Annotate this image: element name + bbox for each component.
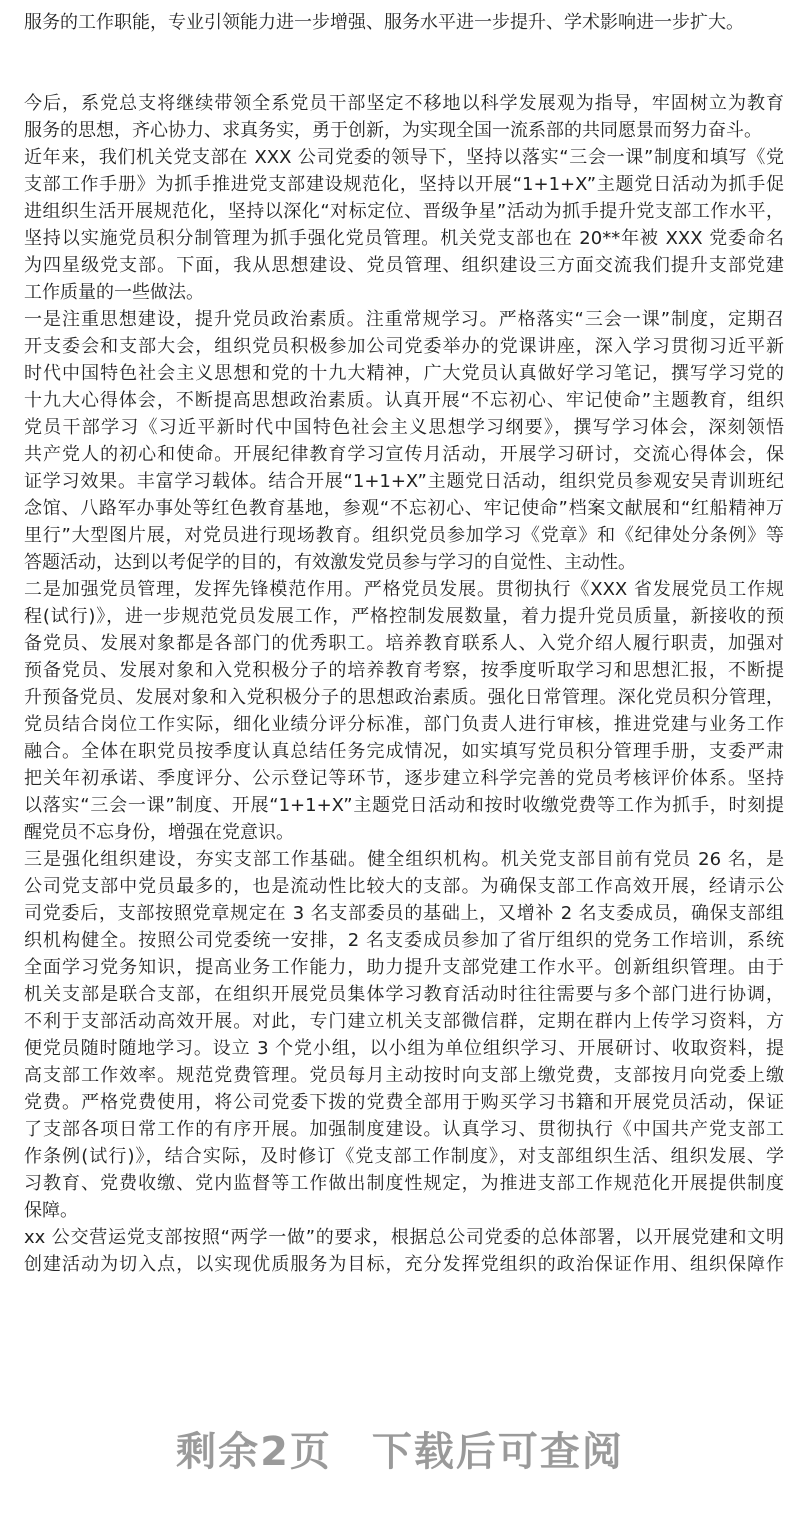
text-line: 备党员、发展对象都是各部门的优秀职工。培养教育联系人、入党介绍人履行职责，加强对	[24, 633, 784, 654]
text-line: 里行”大型图片展，对党员进行现场教育。组织党员参加学习《党章》和《纪律处分条例》等	[24, 525, 784, 546]
text-line: 公司党支部中党员最多的，也是流动性比较大的支部。为确保支部工作高效开展，经请示公	[24, 876, 784, 897]
paragraph-gap	[24, 36, 784, 90]
text-line: 二是加强党员管理，发挥先锋模范作用。严格党员发展。贯彻执行《XXX 省发展党员工作规	[24, 579, 784, 600]
text-line: 不利于支部活动高效开展。对此，专门建立机关支部微信群，定期在群内上传学习资料，方	[24, 1011, 784, 1032]
text-line: 机关支部是联合支部，在组织开展党员集体学习教育活动时往往需要与多个部门进行协调，	[24, 984, 784, 1005]
text-line: 为四星级党支部。下面，我从思想建设、党员管理、组织建设三方面交流我们提升支部党建	[24, 255, 784, 276]
text-line: 全面学习党务知识，提高业务工作能力，助力提升支部党建工作水平。创新组织管理。由于	[24, 957, 784, 978]
text-line: 司党委后，支部按照党章规定在 3 名支部委员的基础上，又增补 2 名支委成员，确保支部组	[24, 903, 784, 924]
text-line: 近年来，我们机关党支部在 XXX 公司党委的领导下，坚持以落实“三会一课”制度和填写《党	[24, 147, 784, 168]
text-line: 进组织生活开展规范化，坚持以深化“对标定位、晋级争星”活动为抓手提升党支部工作水平，	[24, 201, 784, 222]
text-line: 开支委会和支部大会，组织党员积极参加公司党委举办的党课讲座，深入学习贯彻习近平新	[24, 336, 784, 357]
text-line: 高支部工作效率。规范党费管理。党员每月主动按时向支部上缴党费，支部按月向党委上缴	[24, 1065, 784, 1086]
text-line: 今后，系党总支将继续带领全系党员干部坚定不移地以科学发展观为指导，牢固树立为教育	[24, 93, 784, 114]
text-line: 融合。全体在职党员按季度认真总结任务完成情况，如实填写党员积分管理手册，支委严肃	[24, 741, 784, 762]
text-line: 升预备党员、发展对象和入党积极分子的思想政治素质。强化日常管理。深化党员积分管理，	[24, 687, 784, 708]
text-line: 作条例(试行)》，结合实际，及时修订《党支部工作制度》，对支部组织生活、组织发展、学	[24, 1146, 784, 1167]
text-line: 党员结合岗位工作实际，细化业绩分评分标准，部门负责人进行审核，推进党建与业务工作	[24, 714, 784, 735]
text-line: 习教育、党费收缴、党内监督等工作做出制度性规定，为推进支部工作规范化开展提供制度	[24, 1173, 784, 1194]
text-line: 三是强化组织建设，夯实支部工作基础。健全组织机构。机关党支部目前有党员 26 名，是	[24, 849, 784, 870]
text-line: 坚持以实施党员积分制管理为抓手强化党员管理。机关党支部也在 20**年被 XXX 党委命名	[24, 228, 784, 249]
download-prompt[interactable]	[0, 1420, 800, 1477]
text-line: 党员干部学习《习近平新时代中国特色社会主义思想学习纲要》，撰写学习体会，深刻领悟	[24, 417, 784, 438]
text-line: 党费。严格党费使用，将公司党委下拨的党费全部用于购买学习书籍和开展党员活动，保证	[24, 1092, 784, 1113]
text-line: 以落实“三会一课”制度、开展“1+1+X”主题党日活动和按时收缴党费等工作为抓手，时刻提	[24, 795, 784, 816]
text-line: 织机构健全。按照公司党委统一安排，2 名支委成员参加了省厅组织的党务工作培训，系统	[24, 930, 784, 951]
text-line: 预备党员、发展对象和入党积极分子的培养教育考察，按季度听取学习和思想汇报，不断提	[24, 660, 784, 681]
text-line: 一是注重思想建设，提升党员政治素质。注重常规学习。严格落实“三会一课”制度，定期召	[24, 309, 784, 330]
text-line: xx 公交营运党支部按照“两学一做”的要求，根据总公司党委的总体部署，以开展党建和文明	[24, 1227, 784, 1248]
text-line: 工作质量的一些做法。	[24, 282, 204, 303]
text-line: 了支部各项日常工作的有序开展。加强制度建设。认真学习、贯彻执行《中国共产党支部工	[24, 1119, 784, 1140]
document-body	[24, 9, 784, 1278]
text-line: 答题活动，达到以考促学的目的，有效激发党员参与学习的自觉性、主动性。	[24, 552, 636, 573]
remaining-pages-label: 剩余2页	[176, 1429, 332, 1475]
text-line: 证学习效果。丰富学习载体。结合开展“1+1+X”主题党日活动，组织党员参观安吴青训班纪	[24, 471, 784, 492]
text-line: 服务的思想，齐心协力、求真务实，勇于创新，为实现全国一流系部的共同愿景而努力奋斗。	[24, 120, 762, 141]
text-line: 支部工作手册》为抓手推进党支部建设规范化，坚持以开展“1+1+X”主题党日活动为抓手促	[24, 174, 784, 195]
text-line: 十九大心得体会，不断提高思想政治素质。认真开展“不忘初心、牢记使命”主题教育，组织	[24, 390, 784, 411]
text-line: 把关年初承诺、季度评分、公示登记等环节，逐步建立科学完善的党员考核评价体系。坚持	[24, 768, 784, 789]
text-line: 便党员随时随地学习。设立 3 个党小组，以小组为单位组织学习、开展研讨、收取资料，提	[24, 1038, 784, 1059]
text-line: 创建活动为切入点，以实现优质服务为目标，充分发挥党组织的政治保证作用、组织保障作	[24, 1254, 784, 1275]
text-line: 醒党员不忘身份，增强在党意识。	[24, 822, 294, 843]
text-line: 服务的工作职能，专业引领能力进一步增强、服务水平进一步提升、学术影响进一步扩大。	[24, 12, 744, 33]
text-line: 念馆、八路军办事处等红色教育基地，参观“不忘初心、牢记使命”档案文献展和“红船精神万	[24, 498, 784, 519]
text-line: 程(试行)》，进一步规范党员发展工作，严格控制发展数量，着力提升党员质量，新接收的预	[24, 606, 784, 627]
download-to-view-label: 下载后可查阅	[371, 1429, 624, 1475]
text-line: 保障。	[24, 1200, 78, 1221]
text-line: 共产党人的初心和使命。开展纪律教育学习宣传月活动，开展学习研讨，交流心得体会，保	[24, 444, 784, 465]
text-line: 时代中国特色社会主义思想和党的十九大精神，广大党员认真做好学习笔记，撰写学习党的	[24, 363, 784, 384]
